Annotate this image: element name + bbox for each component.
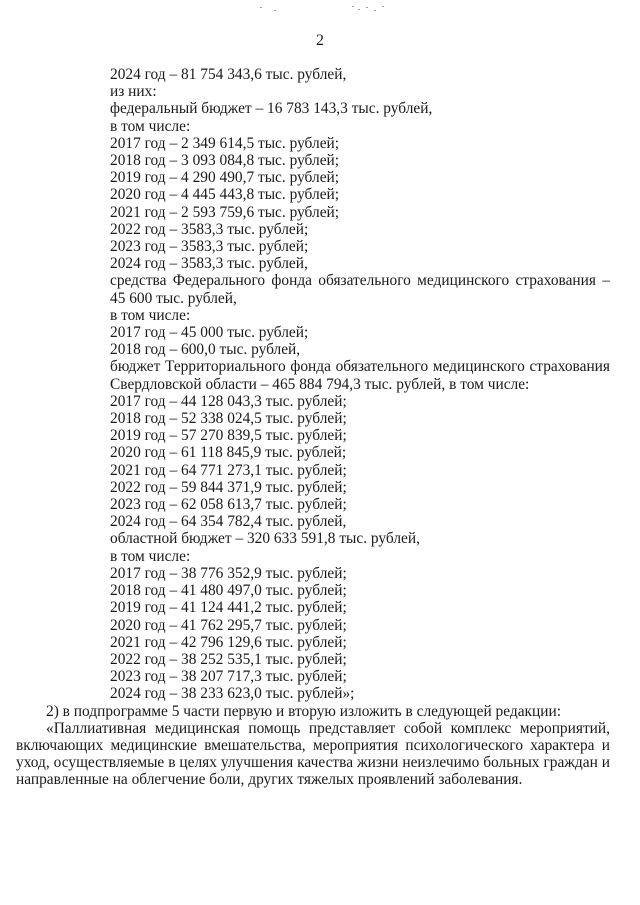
text-line: 2018 год – 41 480 497,0 тыс. рублей;: [110, 582, 347, 600]
text-line: 2021 год – 64 771 273,1 тыс. рублей;: [110, 461, 347, 479]
text-line: федеральный бюджет – 16 783 143,3 тыс. рублей,: [110, 100, 433, 118]
text-line: 2022 год – 38 252 535,1 тыс. рублей;: [110, 650, 347, 668]
quote-paragraph: «Паллиативная медицинская помощь представляет собой комплекс мероприятий, включающих медицинские вмешательства, мероприятия психологического характера и уход, осуществляемые в целях улучшения качества жизни неизлечимо больных граждан и направленные на облегчение боли, других тяжелых проявлений заболевания.: [16, 719, 610, 789]
text-line: 2020 год – 4 445 443,8 тыс. рублей;: [110, 186, 340, 204]
text-line: 2020 год – 41 762 295,7 тыс. рублей;: [110, 616, 347, 634]
text-line: 2019 год – 57 270 839,5 тыс. рублей;: [110, 427, 347, 445]
text-line: 2024 год – 3583,3 тыс. рублей,: [110, 255, 308, 273]
text-line: 2018 год – 600,0 тыс. рублей,: [110, 341, 301, 359]
text-line: 2024 год – 64 354 782,4 тыс. рублей,: [110, 513, 347, 531]
text-line: областной бюджет – 320 633 591,8 тыс. рублей,: [110, 530, 420, 548]
text-line: 2021 год – 42 796 129,6 тыс. рублей;: [110, 633, 347, 651]
text-line: в том числе:: [110, 306, 191, 324]
document-body: [16, 66, 610, 789]
text-line: 2018 год – 3 093 084,8 тыс. рублей;: [110, 152, 340, 170]
page-number: 2: [316, 32, 324, 49]
text-line: 2023 год – 3583,3 тыс. рублей;: [110, 238, 309, 256]
text-line: 2018 год – 52 338 024,5 тыс. рублей;: [110, 410, 347, 428]
text-line: 2021 год – 2 593 759,6 тыс. рублей;: [110, 203, 340, 221]
text-line: 2019 год – 4 290 490,7 тыс. рублей;: [110, 169, 340, 187]
text-line: в том числе:: [110, 547, 191, 565]
text-line: в том числе:: [110, 117, 191, 135]
text-line: из них:: [110, 83, 157, 101]
text-line: 2017 год – 44 128 043,3 тыс. рублей;: [110, 392, 347, 410]
text-line: 2022 год – 3583,3 тыс. рублей;: [110, 220, 309, 238]
tfoms-paragraph: бюджет Территориального фонда обязательного медицинского страхования Свердловской области – 465 884 794,3 тыс. рублей, в том числе:: [110, 358, 610, 393]
text-line: 2019 год – 41 124 441,2 тыс. рублей;: [110, 599, 347, 617]
text-line: 2017 год – 38 776 352,9 тыс. рублей;: [110, 564, 347, 582]
ffoms-paragraph: средства Федерального фонда обязательного медицинского страхования – 45 600 тыс. рублей,: [110, 272, 610, 307]
text-line: 2017 год – 2 349 614,5 тыс. рублей;: [110, 134, 340, 152]
text-line: 2020 год – 61 118 845,9 тыс. рублей;: [110, 444, 347, 462]
text-line: 2024 год – 81 754 343,6 тыс. рублей,: [110, 66, 347, 83]
text-line: 2017 год – 45 000 тыс. рублей;: [110, 324, 309, 342]
item-2-paragraph: 2) в подпрограмме 5 части первую и вторую изложить в следующей редакции:: [46, 702, 562, 720]
text-line: 2024 год – 38 233 623,0 тыс. рублей»;: [110, 685, 355, 703]
text-line: 2023 год – 62 058 613,7 тыс. рублей;: [110, 496, 347, 514]
text-line: 2023 год – 38 207 717,3 тыс. рублей;: [110, 668, 347, 686]
scan-specks: [240, 4, 400, 14]
text-line: 2022 год – 59 844 371,9 тыс. рублей;: [110, 478, 347, 496]
